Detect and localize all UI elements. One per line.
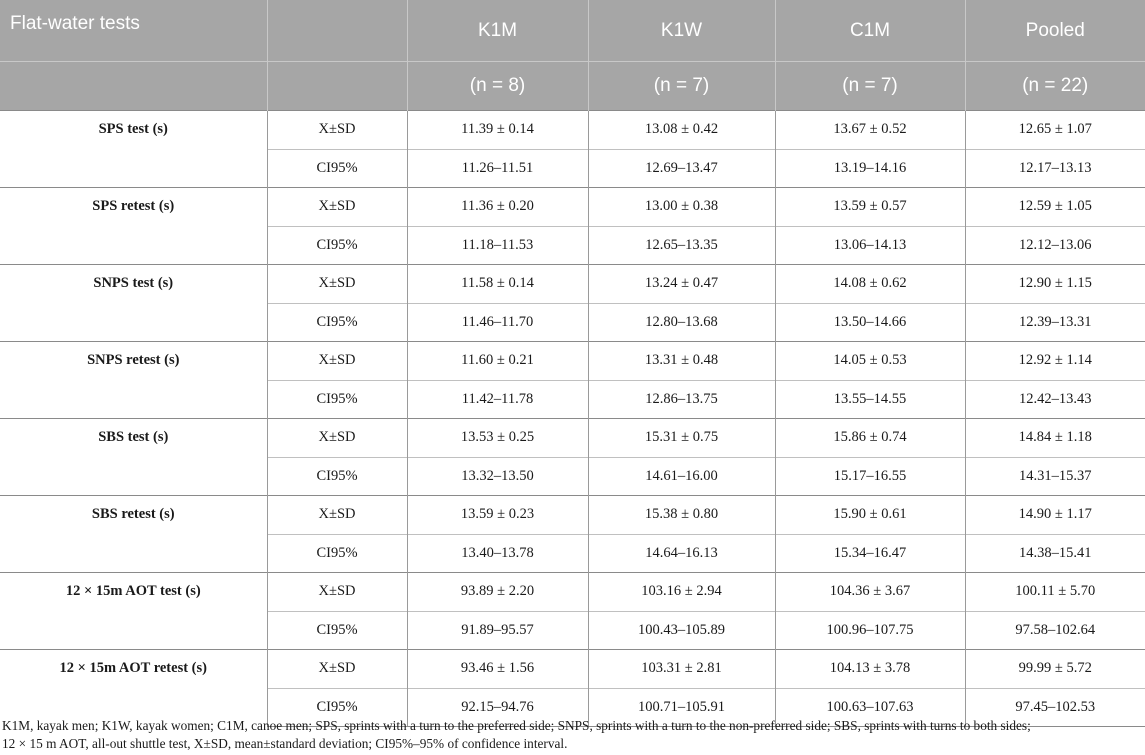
value-cell: 14.61–16.00 (588, 457, 775, 496)
header-title: Flat-water tests (0, 0, 267, 62)
value-cell: 11.36 ± 0.20 (407, 188, 588, 227)
value-cell: 13.08 ± 0.42 (588, 111, 775, 150)
value-cell: 104.13 ± 3.78 (775, 650, 965, 689)
stat-label-cell: CI95% (267, 688, 407, 727)
test-name-cell: SNPS test (s) (0, 265, 267, 342)
table-row (0, 188, 1145, 227)
stat-label-cell: X±SD (267, 265, 407, 304)
value-cell: 14.31–15.37 (965, 457, 1145, 496)
header-blank (267, 0, 407, 62)
value-cell: 11.26–11.51 (407, 149, 588, 188)
value-cell: 13.24 ± 0.47 (588, 265, 775, 304)
header-col-k1m: K1M (407, 0, 588, 62)
table-row (0, 419, 1145, 458)
test-name-cell: SPS retest (s) (0, 188, 267, 265)
stat-label-cell: X±SD (267, 419, 407, 458)
value-cell: 12.90 ± 1.15 (965, 265, 1145, 304)
header-col-pooled: Pooled (965, 0, 1145, 62)
value-cell: 13.32–13.50 (407, 457, 588, 496)
stat-label-cell: X±SD (267, 573, 407, 612)
value-cell: 14.64–16.13 (588, 534, 775, 573)
value-cell: 12.86–13.75 (588, 380, 775, 419)
value-cell: 15.86 ± 0.74 (775, 419, 965, 458)
stat-label-cell: X±SD (267, 496, 407, 535)
header-row-n (0, 62, 1145, 111)
header-n-pooled: (n = 22) (965, 62, 1145, 111)
value-cell: 14.84 ± 1.18 (965, 419, 1145, 458)
test-name-cell: SBS retest (s) (0, 496, 267, 573)
stat-label-cell: CI95% (267, 380, 407, 419)
value-cell: 12.92 ± 1.14 (965, 342, 1145, 381)
stat-label-cell: CI95% (267, 226, 407, 265)
value-cell: 13.59 ± 0.23 (407, 496, 588, 535)
value-cell: 93.89 ± 2.20 (407, 573, 588, 612)
value-cell: 13.06–14.13 (775, 226, 965, 265)
value-cell: 14.38–15.41 (965, 534, 1145, 573)
value-cell: 12.17–13.13 (965, 149, 1145, 188)
value-cell: 15.34–16.47 (775, 534, 965, 573)
value-cell: 12.39–13.31 (965, 303, 1145, 342)
header-n-c1m: (n = 7) (775, 62, 965, 111)
value-cell: 100.63–107.63 (775, 688, 965, 727)
value-cell: 13.19–14.16 (775, 149, 965, 188)
stat-label-cell: X±SD (267, 650, 407, 689)
stat-label-cell: CI95% (267, 534, 407, 573)
table-footnote (2, 717, 1143, 753)
value-cell: 12.42–13.43 (965, 380, 1145, 419)
header-n-k1w: (n = 7) (588, 62, 775, 111)
test-name-cell: 12 × 15m AOT retest (s) (0, 650, 267, 727)
stat-label-cell: CI95% (267, 611, 407, 650)
stat-label-cell: CI95% (267, 149, 407, 188)
test-name-cell: SPS test (s) (0, 111, 267, 188)
table-row (0, 265, 1145, 304)
value-cell: 15.17–16.55 (775, 457, 965, 496)
value-cell: 91.89–95.57 (407, 611, 588, 650)
value-cell: 99.99 ± 5.72 (965, 650, 1145, 689)
value-cell: 14.90 ± 1.17 (965, 496, 1145, 535)
test-name-cell: SNPS retest (s) (0, 342, 267, 419)
table-row (0, 573, 1145, 612)
value-cell: 13.59 ± 0.57 (775, 188, 965, 227)
value-cell: 100.43–105.89 (588, 611, 775, 650)
value-cell: 104.36 ± 3.67 (775, 573, 965, 612)
value-cell: 13.50–14.66 (775, 303, 965, 342)
header-blank (0, 62, 267, 111)
test-name-cell: 12 × 15m AOT test (s) (0, 573, 267, 650)
stat-label-cell: X±SD (267, 188, 407, 227)
value-cell: 11.58 ± 0.14 (407, 265, 588, 304)
table-row (0, 496, 1145, 535)
value-cell: 97.58–102.64 (965, 611, 1145, 650)
value-cell: 13.55–14.55 (775, 380, 965, 419)
table-row (0, 342, 1145, 381)
stat-label-cell: CI95% (267, 303, 407, 342)
value-cell: 11.42–11.78 (407, 380, 588, 419)
value-cell: 13.67 ± 0.52 (775, 111, 965, 150)
value-cell: 11.39 ± 0.14 (407, 111, 588, 150)
value-cell: 15.38 ± 0.80 (588, 496, 775, 535)
value-cell: 93.46 ± 1.56 (407, 650, 588, 689)
value-cell: 12.65 ± 1.07 (965, 111, 1145, 150)
value-cell: 12.69–13.47 (588, 149, 775, 188)
value-cell: 92.15–94.76 (407, 688, 588, 727)
header-n-k1m: (n = 8) (407, 62, 588, 111)
header-blank (267, 62, 407, 111)
header-col-k1w: K1W (588, 0, 775, 62)
value-cell: 14.05 ± 0.53 (775, 342, 965, 381)
value-cell: 12.59 ± 1.05 (965, 188, 1145, 227)
value-cell: 14.08 ± 0.62 (775, 265, 965, 304)
footnote-line: K1M, kayak men; K1W, kayak women; C1M, canoe men; SPS, sprints with a turn to the preferred side; SNPS, sprints with a turn to the non-preferred side; SBS, sprints with turns to both sides; (2, 718, 1031, 733)
header-col-c1m: C1M (775, 0, 965, 62)
value-cell: 15.90 ± 0.61 (775, 496, 965, 535)
value-cell: 100.96–107.75 (775, 611, 965, 650)
value-cell: 12.65–13.35 (588, 226, 775, 265)
value-cell: 100.11 ± 5.70 (965, 573, 1145, 612)
value-cell: 13.53 ± 0.25 (407, 419, 588, 458)
value-cell: 11.46–11.70 (407, 303, 588, 342)
stat-label-cell: CI95% (267, 457, 407, 496)
value-cell: 13.00 ± 0.38 (588, 188, 775, 227)
value-cell: 103.31 ± 2.81 (588, 650, 775, 689)
header-row-labels (0, 0, 1145, 62)
table-row (0, 111, 1145, 150)
value-cell: 100.71–105.91 (588, 688, 775, 727)
value-cell: 11.60 ± 0.21 (407, 342, 588, 381)
value-cell: 11.18–11.53 (407, 226, 588, 265)
value-cell: 103.16 ± 2.94 (588, 573, 775, 612)
value-cell: 13.40–13.78 (407, 534, 588, 573)
value-cell: 15.31 ± 0.75 (588, 419, 775, 458)
value-cell: 97.45–102.53 (965, 688, 1145, 727)
value-cell: 13.31 ± 0.48 (588, 342, 775, 381)
stat-label-cell: X±SD (267, 111, 407, 150)
test-name-cell: SBS test (s) (0, 419, 267, 496)
stat-label-cell: X±SD (267, 342, 407, 381)
value-cell: 12.12–13.06 (965, 226, 1145, 265)
table-header (0, 0, 1145, 111)
footnote-line: 12 × 15 m AOT, all-out shuttle test, X±SD, mean±standard deviation; CI95%–95% of confidence interval. (2, 736, 568, 751)
table-body (0, 111, 1145, 727)
table-row (0, 650, 1145, 689)
value-cell: 12.80–13.68 (588, 303, 775, 342)
